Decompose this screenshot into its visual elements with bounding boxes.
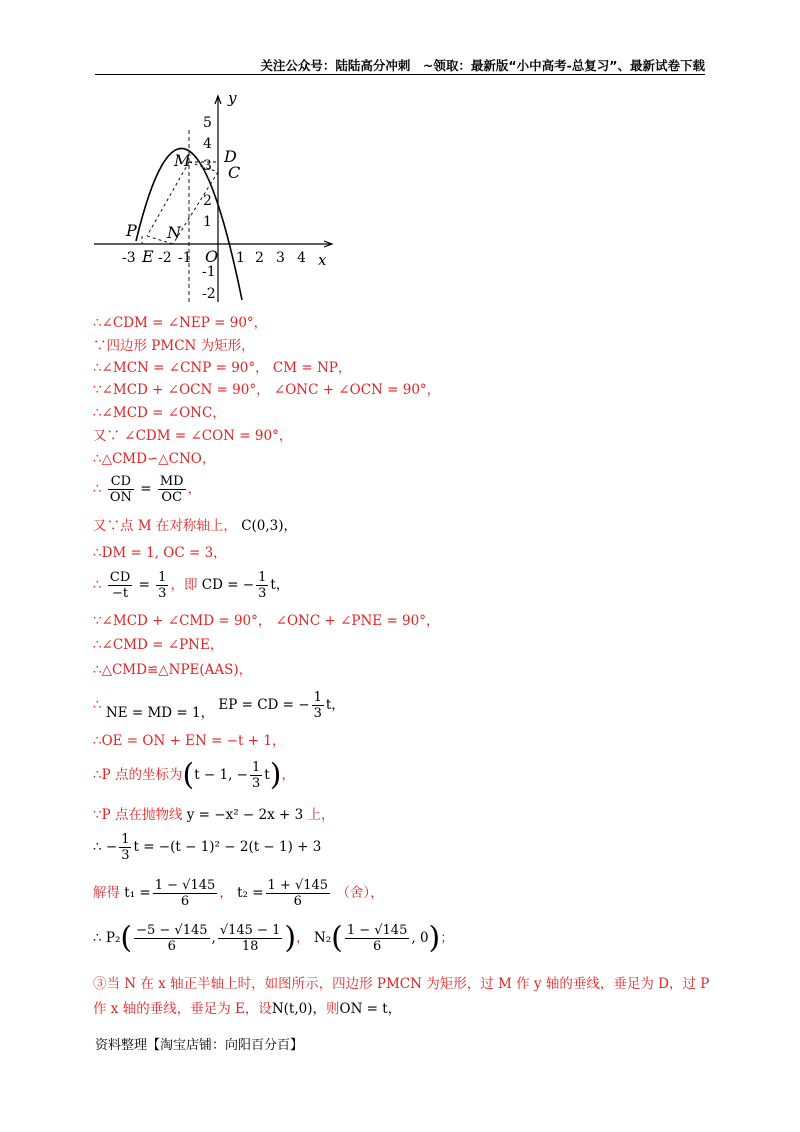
step-22: ③当 N 在 x 轴正半轴上时，如图所示，四边形 PMCN 为矩形，过 M 作 y 轴的垂线，垂足为 D，过 P: [93, 976, 710, 992]
page-footer: 资料整理【淘宝店铺：向阳百分百】: [95, 1038, 304, 1053]
fraction: $\frac{1}{3}$: [121, 832, 130, 863]
y-tick: 1: [203, 214, 212, 230]
x-tick: 1: [236, 250, 245, 266]
point-c-label: C: [228, 163, 241, 182]
y-axis-label: y: [228, 90, 237, 107]
step-13: ∴∠CMD = ∠PNE，: [93, 637, 224, 653]
fraction: $\frac{√145 - 1}{18}$: [219, 923, 281, 954]
step-8: ∴ $\frac{CD}{ON}$ = $\frac{MD}{OC}$ ，: [93, 474, 202, 505]
fraction: $\frac{CD}{-t}$: [109, 570, 131, 601]
y-tick: 4: [203, 136, 212, 152]
step-17: ∴P 点的坐标为(t − 1, − $\frac{1}{3}$ t)，: [93, 757, 295, 793]
point-p-label: P: [126, 221, 137, 240]
fraction: $\frac{MD}{OC}$: [159, 474, 184, 505]
point-e-label: E: [142, 247, 154, 266]
x-tick: 4: [297, 250, 306, 266]
step-1: ∴∠CDM = ∠NEP = 90°，: [93, 315, 268, 331]
point-d-label: D: [224, 147, 237, 166]
x-axis-label: x: [318, 251, 327, 269]
x-tick: 3: [276, 250, 285, 266]
y-tick: 3: [203, 158, 212, 174]
step-16: ∴OE = ON + EN = −t + 1，: [93, 733, 286, 749]
x-tick: 2: [255, 250, 264, 266]
x-tick: -1: [178, 250, 192, 266]
x-tick: -2: [158, 250, 172, 266]
header-text: 关注公众号：陆陆高分冲刺 ~领取：最新版“小中高考-总复习”、最新试卷下载: [260, 58, 705, 73]
step-9: 又∵点 M 在对称轴上， C(0,3)，: [93, 518, 298, 534]
step-4: ∵∠MCD + ∠OCN = 90°， ∠ONC + ∠OCN = 90°，: [93, 382, 441, 398]
fraction: $\frac{1}{3}$: [252, 760, 261, 791]
y-tick: 2: [203, 193, 212, 209]
fraction: $\frac{1}{3}$: [158, 570, 167, 601]
page-header: [95, 56, 705, 75]
step-20: 解得 t₁ = $\frac{1 - √145}{6}$ ， t₂ = $\frac{1 + √145}{6}$ （舍），: [93, 878, 384, 909]
y-ticks: [202, 115, 219, 302]
step-11: ∴ $\frac{CD}{-t}$ = $\frac{1}{3}$ ，即 CD = − $\frac{1}{3}$ t，: [93, 570, 290, 601]
step-23: 作 x 轴的垂线，垂足为 E，设N(t,0)，则ON = t，: [93, 1001, 402, 1017]
fraction: $\frac{CD}{ON}$: [109, 474, 132, 505]
point-labels: [125, 147, 240, 266]
parabola-graph: [92, 90, 352, 310]
point-n-label: N: [167, 223, 181, 242]
fraction: $\frac{1}{3}$: [313, 690, 322, 721]
y-tick: -2: [202, 286, 216, 302]
step-19: ∴ − $\frac{1}{3}$ t = −(t − 1)² − 2(t − 1) + 3: [93, 832, 322, 863]
step-21: ∴ P₂( $\frac{-5 - √145}{6}$ , $\frac{√145 - 1}{18}$ )， N₂( $\frac{1 - √145}{6}$ , 0)；: [93, 920, 454, 956]
point-m-label: M: [174, 151, 191, 170]
x-tick: -3: [122, 250, 136, 266]
step-6: 又∵ ∠CDM = ∠CON = 90°，: [93, 428, 293, 444]
step-18: ∵P 点在抛物线 y = −x² − 2x + 3 上，: [93, 807, 335, 823]
step-2: ∵四边形 PMCN 为矩形，: [93, 338, 255, 354]
step-7: ∴△CMD∽△CNO，: [93, 451, 216, 467]
fraction: $\frac{1}{3}$: [258, 570, 267, 601]
step-12: ∵∠MCD + ∠CMD = 90°， ∠ONC + ∠PNE = 90°，: [93, 613, 440, 629]
origin-label: O: [205, 247, 219, 266]
fraction: $\frac{1 + √145}{6}$: [267, 878, 329, 909]
step-3: ∴∠MCN = ∠CNP = 90°， CM = NP，: [93, 360, 352, 376]
step-10: ∴DM = 1, OC = 3，: [93, 545, 227, 561]
step-14: ∴△CMD≌△NPE(AAS)，: [93, 662, 253, 678]
fraction: $\frac{-5 - √145}{6}$: [136, 923, 208, 954]
step-5: ∴∠MCD = ∠ONC，: [93, 405, 226, 421]
fraction: $\frac{1 - √145}{6}$: [154, 878, 216, 909]
step-15: ∴ NE = MD = 1， EP = CD = − $\frac{1}{3}$ t，: [93, 690, 345, 721]
fraction: $\frac{1 - √145}{6}$: [346, 923, 408, 954]
y-tick: 5: [203, 115, 212, 131]
y-tick: -1: [202, 264, 216, 280]
